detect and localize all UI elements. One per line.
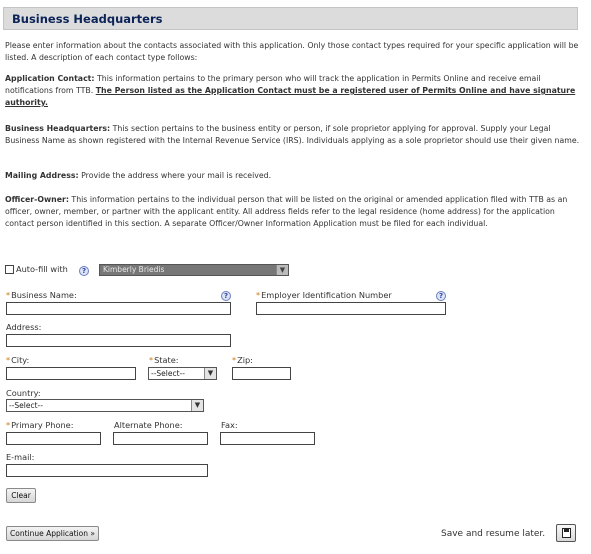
city-input[interactable]	[6, 367, 136, 380]
alternate-phone-input[interactable]	[113, 432, 208, 445]
help-icon[interactable]: ?	[436, 291, 446, 301]
autofill-select[interactable]: Kimberly Briedis ▼	[99, 264, 289, 276]
business-hq-description: Business Headquarters: This section pertains to the business entity or person, if sole proprietor applying for approval. Supply your Legal Business Name as shown registered with the Internal Revenue Service (IRS). Individuals applying as a sole proprietor should use their given name.	[5, 124, 580, 145]
ein-input[interactable]	[256, 302, 446, 315]
address-label: Address:	[6, 322, 42, 332]
city-label: *City:	[6, 355, 30, 365]
ein-label: *Employer Identification Number	[256, 290, 392, 300]
country-select[interactable]: --Select-- ▼	[6, 399, 204, 412]
mailing-address-description: Mailing Address: Provide the address where your mail is received.	[5, 171, 272, 180]
intro-text: Please enter information about the contacts associated with this application. Only those contact types required for your specific application will be listed. A description of each contact type follows:	[5, 41, 579, 62]
chevron-down-icon: ▼	[204, 368, 216, 379]
page-title: Business Headquarters	[12, 12, 163, 26]
application-contact-heading: Application Contact:	[5, 74, 95, 83]
primary-phone-label: *Primary Phone:	[6, 420, 74, 430]
email-input[interactable]	[6, 464, 208, 477]
business-name-label: *Business Name:	[6, 290, 77, 300]
business-name-input[interactable]	[6, 302, 231, 315]
address-input[interactable]	[6, 334, 231, 347]
state-label: *State:	[149, 355, 179, 365]
fax-input[interactable]	[220, 432, 315, 445]
country-label: Country:	[6, 388, 41, 398]
help-icon[interactable]: ?	[221, 291, 231, 301]
application-contact-description: Application Contact: This information pertains to the primary person who will track the application in Permits Online and receive email notifications from TTB. The Person listed as the Application Contact must be a registered user of Permits Online and have signature authority.	[5, 74, 576, 107]
officer-owner-heading: Officer-Owner:	[5, 195, 69, 204]
alternate-phone-label: Alternate Phone:	[114, 420, 183, 430]
section-header	[3, 7, 578, 30]
mailing-address-heading: Mailing Address:	[5, 171, 79, 180]
email-label: E-mail:	[6, 452, 35, 462]
save-resume-label[interactable]: Save and resume later.	[441, 529, 546, 539]
autofill-checkbox[interactable]	[5, 265, 14, 274]
save-icon[interactable]	[556, 524, 576, 542]
autofill-label: Auto-fill with	[16, 264, 68, 274]
chevron-down-icon: ▼	[276, 265, 288, 275]
primary-phone-input[interactable]	[6, 432, 101, 445]
business-hq-heading: Business Headquarters:	[5, 124, 111, 133]
help-icon[interactable]: ?	[79, 266, 89, 276]
floppy-disk-icon	[562, 528, 571, 538]
fax-label: Fax:	[221, 420, 238, 430]
chevron-down-icon: ▼	[191, 400, 203, 411]
officer-owner-description: Officer-Owner: This information pertains to the individual person that will be listed on the original or amended application filed with TTB as an officer, owner, member, or partner with the applicant entity. All address fields refer to the legal residence (home address) for the application contact person identified in this section. A separate Officer/Owner Information Application must be filed for each individual.	[5, 195, 568, 228]
continue-application-button[interactable]: Continue Application »	[6, 526, 99, 541]
clear-button[interactable]: Clear	[6, 488, 36, 503]
application-contact-emphasis: The Person listed as the Application Contact must be a registered user of Permits Online and have signature authority.	[5, 86, 576, 107]
state-select[interactable]: --Select-- ▼	[148, 367, 217, 380]
zip-input[interactable]	[232, 367, 291, 380]
zip-label: *Zip:	[232, 355, 253, 365]
